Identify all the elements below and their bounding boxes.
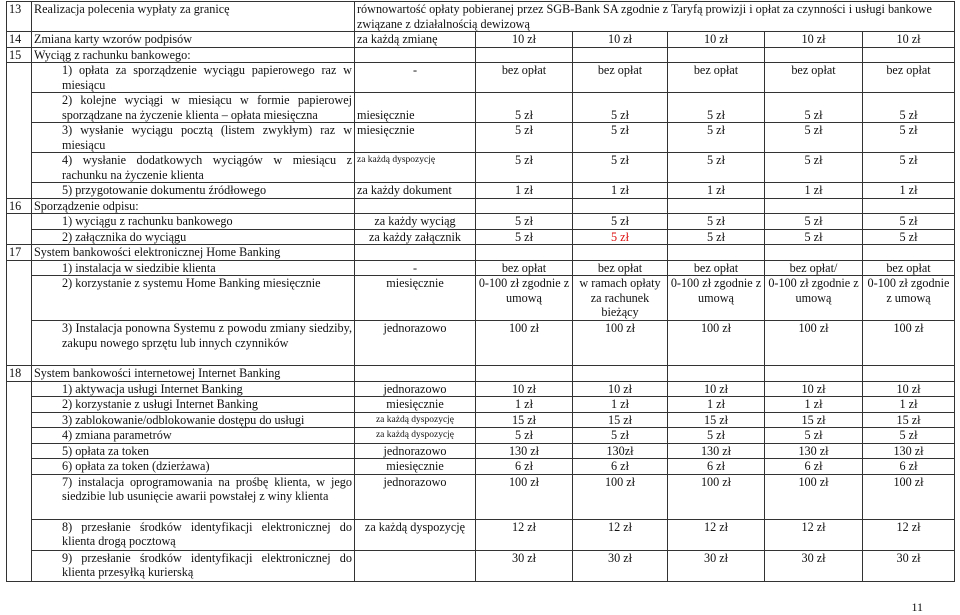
frequency: za każdą dyspozycję (355, 153, 476, 183)
fee-value: 15 zł (476, 412, 573, 428)
fee-value: 12 zł (668, 519, 765, 550)
item-label: 9) przesłanie środków identyfikacji elektronicznej do klienta przesyłką kurierską (32, 550, 355, 581)
service-name: Zmiana karty wzorów podpisów (32, 32, 355, 48)
table-row (7, 443, 955, 459)
item-label: 1) instalacja w siedzibie klienta (32, 260, 355, 276)
fee-value: 5 zł (573, 214, 668, 230)
section-row (7, 47, 955, 63)
fee-value: 1 zł (668, 397, 765, 413)
fee-value: 6 zł (863, 459, 955, 475)
fee-value: bez opłat (573, 63, 668, 93)
fee-value: 130 zł (863, 443, 955, 459)
fee-value: 5 zł (765, 123, 863, 153)
fee-value: 5 zł (668, 428, 765, 444)
fee-value: 100 zł (765, 321, 863, 366)
fee-value: bez opłat (765, 63, 863, 93)
fee-value: 1 zł (863, 397, 955, 413)
fee-value: 12 zł (476, 519, 573, 550)
table-row (7, 260, 955, 276)
fee-value: 0-100 zł zgodnie z umową (863, 276, 955, 321)
fee-value: 15 zł (765, 412, 863, 428)
table-row (7, 412, 955, 428)
frequency: za każdy dokument (355, 183, 476, 199)
fee-value: 100 zł (863, 321, 955, 366)
section-row (7, 366, 955, 382)
row-number: 17 (7, 245, 32, 261)
fee-value: 1 zł (476, 397, 573, 413)
fee-value: 1 zł (765, 183, 863, 199)
fee-value: 6 zł (476, 459, 573, 475)
frequency: jednorazowo (355, 474, 476, 519)
fee-value: 15 zł (668, 412, 765, 428)
fee-value: 5 zł (573, 123, 668, 153)
fee-value: bez opłat (476, 260, 573, 276)
table-row (7, 428, 955, 444)
frequency: za każdą zmianę (355, 32, 476, 48)
table-row (7, 276, 955, 321)
fee-value: 5 zł (765, 153, 863, 183)
table-row (7, 474, 955, 519)
fee-value: 5 zł (863, 153, 955, 183)
fee-value: 1 zł (668, 183, 765, 199)
frequency: za każdy wyciąg (355, 214, 476, 230)
item-label: 8) przesłanie środków identyfikacji elektronicznej do klienta drogą pocztową (32, 519, 355, 550)
frequency: miesięcznie (355, 93, 476, 123)
fee-value: 5 zł (668, 214, 765, 230)
fee-value: w ramach opłaty za rachunek bieżący (573, 276, 668, 321)
frequency: za każdą dyspozycję (355, 428, 476, 444)
fee-value: 130zł (573, 443, 668, 459)
item-label: 2) korzystanie z usługi Internet Banking (32, 397, 355, 413)
fee-value: 30 zł (863, 550, 955, 581)
fee-value: 5 zł (573, 229, 668, 245)
fee-value: bez opłat (476, 63, 573, 93)
table-row (7, 519, 955, 550)
item-label: 3) wysłanie wyciągu pocztą (listem zwykłym) raz w miesiącu (32, 123, 355, 153)
row-number: 15 (7, 47, 32, 63)
table-row (7, 550, 955, 581)
table-row (7, 153, 955, 183)
frequency: jednorazowo (355, 321, 476, 366)
frequency: za każdy załącznik (355, 229, 476, 245)
fee-value: 5 zł (573, 428, 668, 444)
section-title: Wyciąg z rachunku bankowego: (32, 47, 355, 63)
table-row (7, 32, 955, 48)
fee-value: 6 zł (573, 459, 668, 475)
fee-value: 5 zł (765, 229, 863, 245)
fee-value: 100 zł (668, 474, 765, 519)
frequency: - (355, 63, 476, 93)
fee-value: 1 zł (863, 183, 955, 199)
table-row (7, 459, 955, 475)
frequency: jednorazowo (355, 443, 476, 459)
item-label: 3) Instalacja ponowna Systemu z powodu zmiany siedziby, zakupu nowego sprzętu lub innych czynników (32, 321, 355, 366)
fee-value: 0-100 zł zgodnie z umową (765, 276, 863, 321)
fee-value: bez opłat (573, 260, 668, 276)
table-row (7, 229, 955, 245)
fee-value: 1 zł (476, 183, 573, 199)
frequency: miesięcznie (355, 123, 476, 153)
item-label: 2) kolejne wyciągi w miesiącu w formie papierowej sporządzane na życzenie klienta – opłata miesięczna (32, 93, 355, 123)
fee-value: 100 zł (573, 474, 668, 519)
item-label: 2) załącznika do wyciągu (32, 229, 355, 245)
section-title: System bankowości elektronicznej Home Banking (32, 245, 355, 261)
fee-value: 5 zł (765, 214, 863, 230)
fee-value: 5 zł (476, 123, 573, 153)
table-row (7, 123, 955, 153)
fee-value: 5 zł (863, 123, 955, 153)
fee-value: 130 zł (668, 443, 765, 459)
frequency: miesięcznie (355, 397, 476, 413)
fee-value: 5 zł (668, 153, 765, 183)
fee-value: 30 zł (476, 550, 573, 581)
fee-value: 5 zł (476, 214, 573, 230)
row-number: 18 (7, 366, 32, 382)
fee-value: 10 zł (476, 32, 573, 48)
fee-value: 100 zł (863, 474, 955, 519)
fee-value: bez opłat (863, 260, 955, 276)
fee-value: 5 zł (668, 93, 765, 123)
fee-value: 5 zł (765, 93, 863, 123)
fee-value: 130 zł (476, 443, 573, 459)
fee-value: 5 zł (476, 229, 573, 245)
fee-value: 10 zł (476, 381, 573, 397)
fee-value: 5 zł (573, 153, 668, 183)
fee-value: 1 zł (765, 397, 863, 413)
fee-value: 100 zł (476, 474, 573, 519)
fee-value: 30 zł (573, 550, 668, 581)
fee-value: 130 zł (765, 443, 863, 459)
frequency (355, 550, 476, 581)
fee-value: 5 zł (476, 428, 573, 444)
table-row (7, 93, 955, 123)
item-label: 5) opłata za token (32, 443, 355, 459)
fee-value: 5 zł (476, 153, 573, 183)
section-title: Sporządzenie odpisu: (32, 198, 355, 214)
table-row (7, 321, 955, 366)
fee-value: bez opłat/ (765, 260, 863, 276)
fee-value: 30 zł (668, 550, 765, 581)
table-row (7, 183, 955, 199)
row-number: 16 (7, 198, 32, 214)
row-number: 14 (7, 32, 32, 48)
fee-value: 15 zł (573, 412, 668, 428)
fee-value: 5 zł (863, 428, 955, 444)
fee-value: 0-100 zł zgodnie z umową (668, 276, 765, 321)
fee-value: bez opłat (668, 63, 765, 93)
frequency: jednorazowo (355, 381, 476, 397)
section-title: System bankowości internetowej Internet Banking (32, 366, 355, 382)
fee-value: 5 zł (668, 229, 765, 245)
frequency: miesięcznie (355, 276, 476, 321)
item-label: 5) przygotowanie dokumentu źródłowego (32, 183, 355, 199)
fee-value: 15 zł (863, 412, 955, 428)
fee-value: 10 zł (765, 32, 863, 48)
frequency: za każdą dyspozycję (355, 412, 476, 428)
fee-note: równowartość opłaty pobieranej przez SGB-Bank SA zgodnie z Taryfą prowizji i opłat za czynności i usługi bankowe związane z działalnością dewizową (355, 2, 955, 32)
fee-value: 12 zł (765, 519, 863, 550)
table-row (7, 381, 955, 397)
table-row (7, 2, 955, 32)
fee-value: 10 zł (765, 381, 863, 397)
fee-value: 30 zł (765, 550, 863, 581)
row-number: 13 (7, 2, 32, 32)
fee-value: 6 zł (765, 459, 863, 475)
fee-value: 100 zł (668, 321, 765, 366)
table-row (7, 63, 955, 93)
fee-value: 5 zł (765, 428, 863, 444)
table-row (7, 214, 955, 230)
fee-value: 1 zł (573, 397, 668, 413)
fee-value: 5 zł (863, 229, 955, 245)
fee-value: 100 zł (476, 321, 573, 366)
fee-value: bez opłat (668, 260, 765, 276)
frequency: miesięcznie (355, 459, 476, 475)
fee-value: 6 zł (668, 459, 765, 475)
fee-value: 1 zł (573, 183, 668, 199)
section-row (7, 198, 955, 214)
item-label: 1) aktywacja usługi Internet Banking (32, 381, 355, 397)
service-name: Realizacja polecenia wypłaty za granicę (32, 2, 355, 32)
fee-table (6, 1, 955, 582)
fee-value: 5 zł (668, 123, 765, 153)
item-label: 1) opłata za sporządzenie wyciągu papierowego raz w miesiącu (32, 63, 355, 93)
fee-value: 5 zł (476, 93, 573, 123)
fee-value: 5 zł (573, 93, 668, 123)
frequency: - (355, 260, 476, 276)
item-label: 4) zmiana parametrów (32, 428, 355, 444)
item-label: 1) wyciągu z rachunku bankowego (32, 214, 355, 230)
fee-value: 12 zł (863, 519, 955, 550)
item-label: 3) zablokowanie/odblokowanie dostępu do usługi (32, 412, 355, 428)
fee-value: 100 zł (573, 321, 668, 366)
fee-value: 10 zł (668, 32, 765, 48)
fee-value: 10 zł (573, 381, 668, 397)
section-row (7, 245, 955, 261)
fee-value: 5 zł (863, 214, 955, 230)
item-label: 7) instalacja oprogramowania na prośbę klienta, w jego siedzibie lub usunięcie awarii powstałej z winy klienta (32, 474, 355, 519)
frequency: za każdą dyspozycję (355, 519, 476, 550)
table-row (7, 397, 955, 413)
fee-value: 0-100 zł zgodnie z umową (476, 276, 573, 321)
page-number: 11 (911, 600, 923, 614)
fee-value: bez opłat (863, 63, 955, 93)
item-label: 2) korzystanie z systemu Home Banking miesięcznie (32, 276, 355, 321)
fee-value: 5 zł (863, 93, 955, 123)
fee-value: 12 zł (573, 519, 668, 550)
fee-value: 10 zł (668, 381, 765, 397)
item-label: 4) wysłanie dodatkowych wyciągów w miesiącu z rachunku na życzenie klienta (32, 153, 355, 183)
fee-value: 100 zł (765, 474, 863, 519)
item-label: 6) opłata za token (dzierżawa) (32, 459, 355, 475)
fee-value: 10 zł (863, 32, 955, 48)
fee-value: 10 zł (573, 32, 668, 48)
fee-value: 10 zł (863, 381, 955, 397)
